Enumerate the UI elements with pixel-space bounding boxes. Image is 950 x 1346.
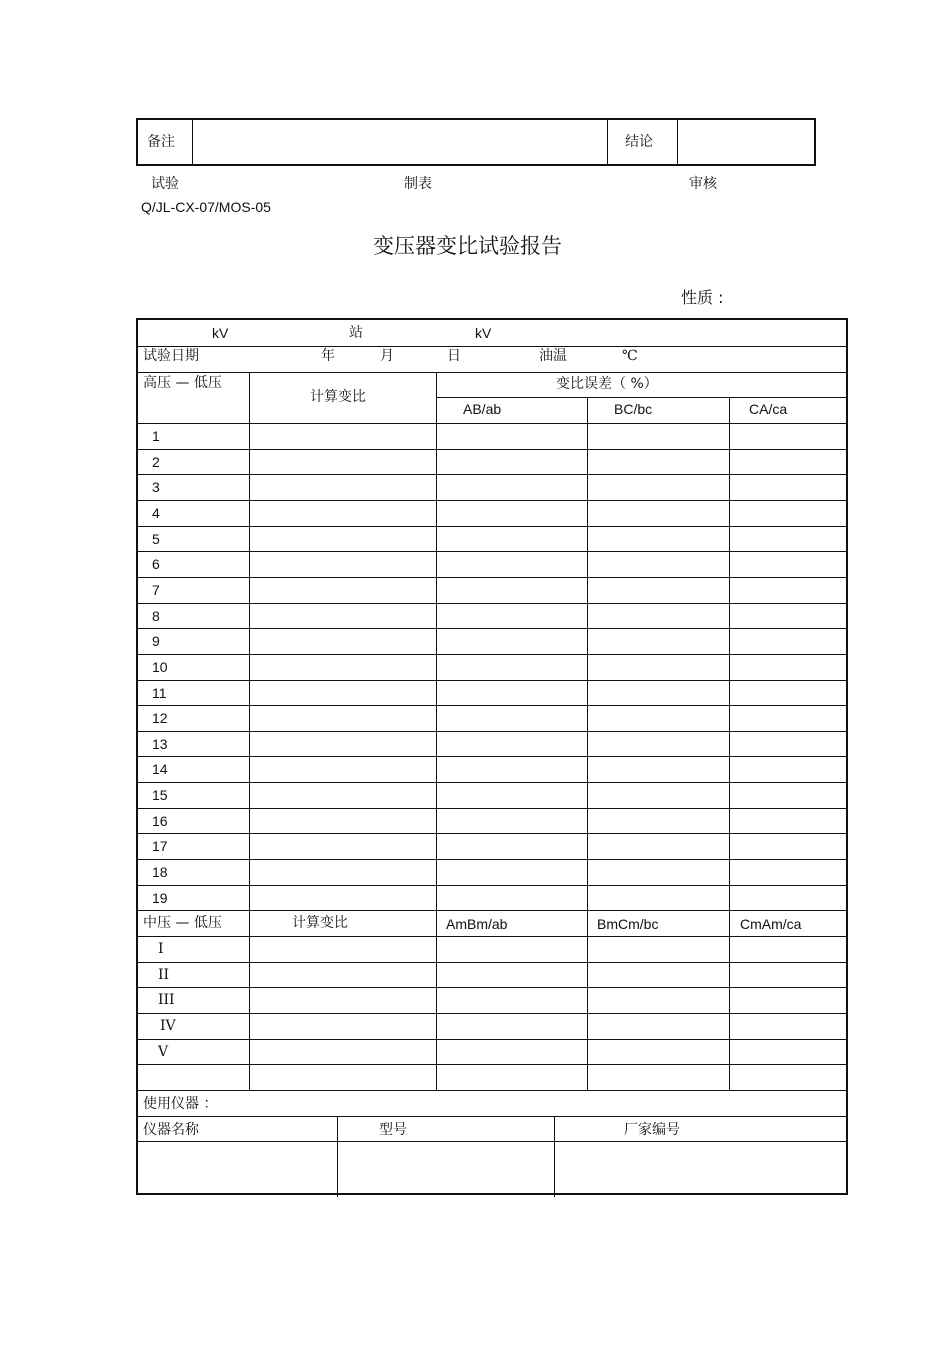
tap-row-number: V [158,1044,169,1060]
remarks-conclusion-label: 结论 [625,134,653,150]
grid-line [249,372,250,1090]
signature-review-label: 审核 [689,176,717,192]
test-date-label: 试验日期 [143,348,199,364]
tap-row-number: 16 [152,813,168,829]
grid-line [138,423,846,424]
col-cmam-ca: CmAm/ca [740,916,802,932]
col-ambm-ab: AmBm/ab [446,916,508,932]
remarks-divider [607,120,608,164]
mv-lv-label: 中压 — 低压 [143,915,222,931]
kv-label: kV [212,325,229,341]
remarks-note-label: 备注 [147,134,175,150]
col-ab-ab: AB/ab [463,401,502,417]
grid-line [138,705,846,706]
col-ca-ca: CA/ca [749,401,788,417]
grid-line [138,782,846,783]
tap-row-number: 18 [152,864,168,880]
ratio-error-label: 变比误差（ %） [556,376,658,392]
station-label: 站 [349,325,363,341]
grid-line [138,1064,846,1065]
tap-row-number: 15 [152,787,168,803]
calc-ratio-label: 计算变比 [310,389,366,405]
tap-row-number: 14 [152,761,168,777]
tap-row-number: 7 [152,582,160,598]
grid-line [138,1013,846,1014]
grid-line [138,731,846,732]
kv-label: kV [475,325,492,341]
grid-line [138,603,846,604]
celsius-label: ℃ [622,348,638,364]
tap-row-number: 6 [152,556,160,572]
grid-line [587,397,588,1090]
tap-row-number: 8 [152,608,160,624]
tap-row-number: 5 [152,531,160,547]
grid-line [138,1039,846,1040]
hv-lv-label: 高压 — 低压 [143,375,222,391]
grid-line [138,833,846,834]
tap-row-number: 3 [152,479,160,495]
grid-line [138,885,846,886]
tap-row-number: 17 [152,838,168,854]
tap-row-number: 11 [152,685,167,701]
tap-row-number: 2 [152,454,160,470]
remarks-divider [192,120,193,164]
tap-row-number: IV [160,1018,176,1034]
signature-test-label: 试验 [151,176,179,192]
grid-line [554,1116,555,1197]
tap-row-number: 4 [152,505,160,521]
ratio-test-table [136,318,848,1195]
tap-row-number: 10 [152,659,168,675]
remarks-table [136,118,816,166]
grid-line [138,808,846,809]
grid-line [138,474,846,475]
col-bc-bc: BC/bc [614,401,653,417]
instrument-name-header: 仪器名称 [143,1122,199,1138]
tap-row-number: 1 [152,428,160,444]
remarks-note-field[interactable] [194,122,605,162]
grid-line [337,1116,338,1197]
grid-line [138,551,846,552]
tap-row-number: 12 [152,710,168,726]
day-label: 日 [447,348,461,364]
tap-row-number: 9 [152,633,160,649]
grid-line [138,962,846,963]
instruments-label: 使用仪器 ： [143,1096,218,1112]
grid-line [138,756,846,757]
month-label: 月 [380,348,394,364]
grid-line [138,680,846,681]
page-title: 变压器变比试验报告 [373,234,562,258]
nature-label: 性质 : [681,288,724,307]
grid-line [138,577,846,578]
tap-row-number: 13 [152,736,168,752]
grid-line [138,1116,846,1117]
tap-row-number: 19 [152,890,168,906]
signature-prepared-label: 制表 [404,176,432,192]
grid-line [729,397,730,1090]
instrument-model-header: 型号 [379,1122,407,1138]
grid-line [138,372,846,373]
tap-row-number: III [158,992,175,1008]
grid-line [138,936,846,937]
document-code: Q/JL-CX-07/MOS-05 [141,199,271,215]
grid-line [138,526,846,527]
oil-temp-label: 油温 [539,348,567,364]
grid-line [138,500,846,501]
grid-line [436,397,846,398]
grid-line [138,987,846,988]
remarks-conclusion-field[interactable] [679,122,814,162]
year-label: 年 [321,348,335,364]
grid-line [138,628,846,629]
grid-line [138,910,846,911]
grid-line [138,859,846,860]
tap-row-number: I [158,941,164,957]
grid-line [138,449,846,450]
grid-line [138,654,846,655]
instrument-serial-header: 厂家编号 [624,1122,680,1138]
tap-row-number: II [158,967,170,983]
grid-line [138,1090,846,1091]
col-bmcm-bc: BmCm/bc [597,916,659,932]
remarks-divider [677,120,678,164]
grid-line [436,372,437,1090]
grid-line [138,346,846,347]
calc-ratio-label: 计算变比 [292,915,348,931]
grid-line [138,1141,846,1142]
